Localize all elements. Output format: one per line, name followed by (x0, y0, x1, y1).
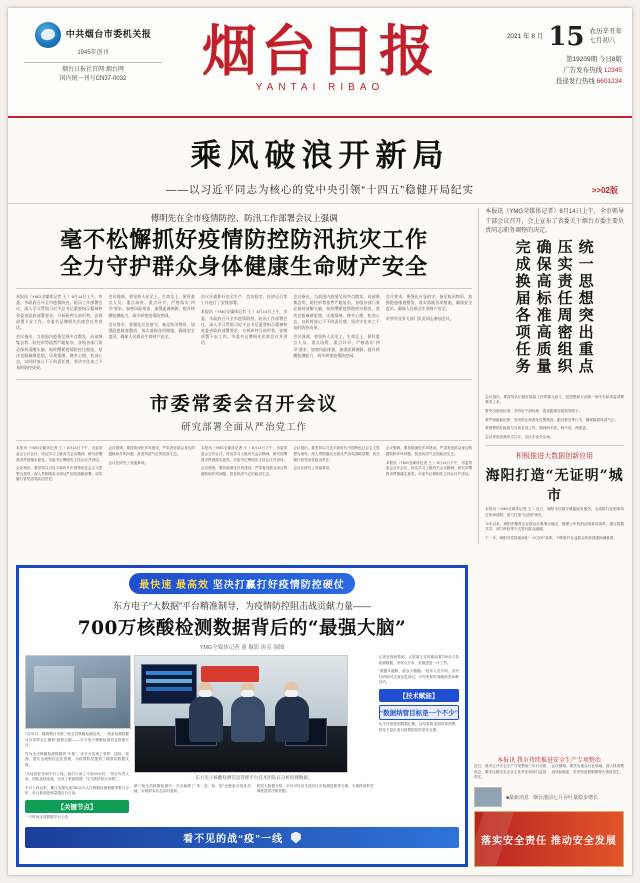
story2-para: 会议强调，要持续深化作风建设，严肃查处群众身边的腐败和作风问题，营造风清气正的政治生态。 (108, 446, 195, 457)
feature-center-column (134, 655, 374, 824)
side-top-para: 要统筹抓好换届与当前各项工作，做到两手抓、两不误、两促进。 (485, 426, 590, 431)
feature-right-quote: “数据纳管目标是一个不少” (379, 705, 459, 720)
website-line: 烟台日报社官网:烟台网 (62, 67, 124, 74)
story1-headline-2: 全力守护群众身体健康生命财产安全 (60, 254, 429, 280)
feature-left-para: “从接到任务到平台上线，我们只用了不到24小时。”项目负责人说，团队连续奋战，完成了系统搭建、压力测试和全市推广。 (25, 771, 129, 782)
lead-headline: 乘风破浪开新局 (190, 138, 450, 174)
feature-left-tag: 【关键节点】 (25, 800, 129, 813)
date-lunar-1: 农历辛丑年 (589, 28, 622, 36)
story2-header (16, 385, 472, 435)
side-mid-para: 今年以来，海阳市聚焦企业群众办事堵点痛点，梳理公布取消证明事项清单，通过数据共享、部门核验等方式替代群众跑腿。 (485, 521, 624, 532)
divider (16, 440, 472, 441)
feature-right-para: “数据多跑路，群众少跑腿。”技术人员介绍，市民扫码即可完成信息登记，平均采样时间缩短至30秒以内。 (378, 669, 459, 685)
story2-para: 本报讯（YMG全媒体记者 王 ）8月14日下午，市委常委会召开会议，传达学习上级有关会议精神，研究部署我市贯彻落实意见。市委书记傅明先主持会议并讲话。 (385, 460, 473, 476)
side-top-para: 要严明换届纪律，坚决防止和查处拉票贿选、跑官要官等行为，确保换届风清气正。 (485, 417, 619, 422)
side-mid-headline: 海阳打造“无证明”城市 (485, 468, 624, 505)
feature-right-para: 记者在现场看到，大屏幕上实时跳动着700余万条检测数据，采样点分布、检测进度一目了然。 (378, 655, 459, 665)
side-top-para: 要突出政治标准，坚持好干部标准，选优配强各级领导班子。 (485, 408, 583, 413)
feature-byline: YMG全媒体记者 董 摄影 唐克 制图 (199, 645, 285, 651)
story1-para: 会议指出，当前国内疫情呈现多点散发、局部聚集态势，防控形势依然严峻复杂，各级各部门务必保持清醒头脑，始终绷紧疫情防控这根弦，坚决克服麻痹思想、厌战情绪、侥幸心理、松劲心态，以时时放心不下的责任感，坚决守住来之不易的防控成果。 (16, 334, 103, 371)
shield-icon (291, 832, 301, 844)
ad-hotline-number: 12345 (603, 67, 622, 75)
feature-body (25, 655, 459, 824)
feature-main-photo (134, 655, 348, 773)
feature-headline: 700万核酸检测数据背后的“最强大脑” (77, 618, 407, 639)
feature-banner-text: 坚决打赢打好疫情防控硬仗 (212, 580, 345, 591)
story1-para: 会议还就抓好安全生产、信访稳定、经济运行等工作进行了安排部署。 (200, 294, 288, 306)
delivery-hotline-label: 投递发行热线 (555, 78, 595, 86)
content-columns (8, 204, 632, 544)
newspaper-logo-icon (35, 22, 61, 48)
bottom-right-kicker: 本报讯 我市持续推进安全生产专项整治 (497, 758, 601, 765)
masthead (8, 8, 632, 118)
divider (16, 379, 472, 380)
feature-right-column (379, 655, 459, 824)
feature-photo-caption: 东方电子核酸检测信息管理平台技术团队在分析检测数据。 (195, 775, 313, 780)
ad-hotline-label: 广告发布热线 (563, 67, 603, 75)
lead-subheadline: ——以习近平同志为核心的党中央引领“十四五”稳健开局纪实 (166, 184, 474, 196)
bottom-right-para: 会议强调，要突出重点行业领域，深入排查整治风险隐患，坚决防范遏制重特大事故发生。 (551, 764, 624, 774)
story1-header (16, 208, 472, 283)
side-mid-kicker: 积极推进大数据创新应用 (516, 453, 594, 461)
story2-headline: 市委常委会召开会议 (149, 393, 339, 416)
newspaper-title-cn: 烟台日报 (201, 18, 438, 83)
bottom-right-column (474, 755, 624, 867)
date-gregorian: 2021 年 8 月 (506, 32, 544, 40)
issn-line: 国内统一刊号CN37-0032 (59, 76, 127, 83)
side-top-para: 会议指出，要深刻认识做好换届工作的重大意义，把思想和行动统一到中央和省委部署要求上来。 (485, 394, 624, 405)
story1-para: 会议要求，要强化应急值守，备足防汛物资，加强隐患排查整治，落实落细各项措施，确保安全度汛，确保人民群众生命财产安全。 (108, 321, 195, 340)
date-lunar-2: 七月初八 (589, 37, 616, 44)
bottom-right-body (474, 764, 624, 784)
feature-article-box (16, 565, 468, 867)
story1-para: 会议强调，要坚持人民至上、生命至上，紧盯重点人员、重点场所、重点环节，严格落实“四早”要求，加密风险排查，加强流调溯源，提升核酸检测能力，筑牢织密疫情防控网。 (108, 294, 195, 318)
story1-para: 会议指出，当前国内疫情呈现多点散发、局部聚集态势，防控形势依然严峻复杂，各级各部门务必保持清醒头脑，始终绷紧疫情防控这根弦，坚决克服麻痹思想、厌战情绪、侥幸心理、松劲心态，以时时放心不下的责任感，坚决守住来之不易的防控成果。 (293, 294, 380, 331)
safety-ad-banner[interactable] (474, 811, 624, 867)
divider (485, 445, 624, 446)
side-top-kicker: 本报讯（YMG全媒体记者）8月14日上午，全市领导干部会议召开，会上宣布了省委关于烟台市委主要负责同志职务调整的决定。 (485, 209, 624, 235)
feature-left-tag-text: 一天时间完成数据平台上线 (25, 814, 69, 819)
story2-para: 会议强调，要持续深化作风建设，严肃查处群众身边的腐败和作风问题，营造风清气正的政治生态。 (200, 466, 288, 476)
feature-right-tag: 【技术赋能】 (379, 689, 459, 702)
side-top-footer: 会议采取视频形式召开，各区市设分会场。 (485, 434, 554, 439)
newspaper-title-pinyin: YANTAI RIBAO (255, 82, 385, 93)
feature-banner (129, 573, 355, 594)
side-mid-body (485, 507, 624, 541)
divider (24, 62, 162, 63)
feature-left-column (25, 655, 129, 824)
feature-mid-para: 第三轮全员核酸检测中，平台新增了“采、送、检、报”全链条可视化功能，实现样本状态实时追踪。 (134, 783, 251, 794)
feature-kicker: 东方电子“大数据”平台精准制导，为疫情防控阻击战贡献力量—— (113, 601, 371, 611)
news-brief-label: ■最新消息 (506, 794, 530, 801)
story2-para: 会议还研究了其他事项。 (293, 466, 333, 471)
founded-year: 1945年创刊 (77, 50, 109, 56)
news-brief-row (474, 787, 624, 807)
story2-para: 本报讯（YMG全媒体记者 王 ）8月14日下午，市委常委会召开会议，传达学习上级有关会议精神，研究部署我市贯彻落实意见。市委书记傅明先主持会议并讲话。 (16, 446, 103, 462)
news-brief-text: 烟台港前七月吞吐量稳步增长 (533, 794, 599, 801)
feature-left-para: 作为全市核酸检测数据的“中枢”，该平台实现了采样、送检、检测、报告全流程信息化管理，为疫情防控提供了精准的数据支撑。 (25, 751, 129, 767)
story1-kicker: 傅明先在全市疫情防控、防汛工作部署会议上强调 (150, 213, 338, 223)
story1-para: 本报讯（YMG全媒体记者 王 ）8月14日上午，市委、市政府召开全市疫情防控、防汛工作部署会议，深入学习贯彻习近平总书记重要指示精神和省委省政府部署要求，分析研判当前形势，安排部署下步工作。市委书记傅明先出席会议并讲话。 (200, 309, 288, 346)
story1-para: 市领导及有关部门负责同志参加会议。 (385, 315, 454, 321)
story1-body (16, 294, 472, 374)
story1-para: 本报讯（YMG全媒体记者 王 ）8月14日上午，市委、市政府召开全市疫情防控、防汛工作部署会议，深入学习贯彻习近平总书记重要指示精神和省委省政府部署要求，分析研判当前形势，安排部署下步工作。市委书记傅明先出席会议并讲话。 (16, 294, 103, 331)
story2-body (16, 446, 472, 486)
divider (16, 288, 472, 289)
story1-para: 会议强调，要坚持人民至上、生命至上，紧盯重点人员、重点场所、重点环节，严格落实“四早”要求，加密风险排查，加强流调溯源，提升核酸检测能力，筑牢织密疫情防控网。 (293, 334, 380, 358)
masthead-right-info (472, 24, 622, 87)
feature-footer-banner (25, 827, 459, 848)
delivery-hotline-number: 6601234 (596, 78, 622, 86)
masthead-left-info (18, 22, 168, 84)
publisher-name: 中共烟台市委机关报 (65, 29, 152, 40)
masthead-title (160, 18, 480, 93)
side-column (478, 208, 624, 544)
lead-headline-block (8, 118, 632, 204)
feature-banner-wrap (25, 573, 459, 594)
story1-headline-1: 毫不松懈抓好疫情防控防汛抗灾工作 (60, 227, 429, 253)
news-brief-thumbnail (474, 787, 502, 807)
story2-para: 会议强调，要持续深化作风建设，严肃查处群众身边的腐败和作风问题，营造风清气正的政治生态。 (385, 446, 473, 457)
feature-left-para: 7月31日，随着烟台市第三轮全员核酸检测启动，一条条检测数据从各采样点汇聚到“最强大脑”——东方电子核酸检测信息管理平台。 (25, 732, 129, 748)
story2-para: 本报讯（YMG全媒体记者 王 ）8月14日下午，市委常委会召开会议，传达学习上级有关会议精神，研究部署我市贯彻落实意见。市委书记傅明先主持会议并讲话。 (200, 446, 288, 462)
issue-number: 第19209期 今日8版 (566, 56, 622, 63)
story2-para: 会议指出，要坚持以习近平新时代中国特色社会主义思想为指导，深入贯彻落实全面从严治党战略部署，切实履行管党治党政治责任。 (293, 446, 380, 462)
dateline (472, 24, 622, 50)
feature-banner-hot: 最快速 最高效 (139, 580, 209, 591)
story2-para: 会议还研究了其他事项。 (108, 460, 148, 465)
story1-para: 会议要求，要强化应急值守，备足防汛物资，加强隐患排查整治，落实落细各项措施，确保安全度汛，确保人民群众生命财产安全。 (385, 294, 473, 312)
side-mid-para: 下一步，海阳市将持续深化“一次办好”改革，不断提升企业群众的获得感和满意度。 (485, 535, 617, 540)
feature-footer-text: 看不见的战“疫”一线 (183, 833, 284, 845)
feature-left-para: 平台上线以来，累计支撑完成700余万人次核酸检测数据采集与分析，单日最高处理量超过百万条。 (25, 785, 129, 796)
side-top-body (485, 395, 624, 441)
side-top-headline-text: 统一思想突出重点压实责任周密组织确保高标准高质量完成换届各项任务 (513, 238, 595, 375)
newspaper-sheet (8, 8, 632, 875)
page-reference[interactable]: >>02版 (591, 186, 618, 195)
bottom-right-para: 近日，我市召开安全生产专项整治三年行动推进会，要求压紧压实企业主体责任和部门监管责任。 (474, 764, 547, 780)
date-day: 15 (548, 22, 585, 52)
story2-subheadline: 研究部署全面从严治党工作 (181, 422, 308, 434)
side-mid-para: 本报讯（YMG全媒体记者 王 ）近日，海阳市以数字赋能政务服务，全面推行证明事项告知承诺制，着力打造“无证明”城市。 (485, 507, 624, 517)
feature-mid-para: 依托大数据分析，平台可自动生成各区市检测进度热力图，为指挥部科学调度提供决策依据。 (256, 783, 374, 794)
feature-right-para: 从平台搭建到数据汇聚，从结果推送到异常预警，科技力量正成为疫情防控的坚实支撑。 (378, 721, 459, 732)
story2-para: 会议指出，要坚持以习近平新时代中国特色社会主义思想为指导，深入贯彻落实全面从严治党战略部署，切实履行管党治党政治责任。 (16, 466, 103, 482)
main-column (16, 208, 472, 544)
feature-side-photo (25, 655, 131, 729)
safety-ad-text: 落实安全责任 推动安全发展 (481, 835, 617, 847)
side-top-vertical-headline (485, 239, 624, 389)
